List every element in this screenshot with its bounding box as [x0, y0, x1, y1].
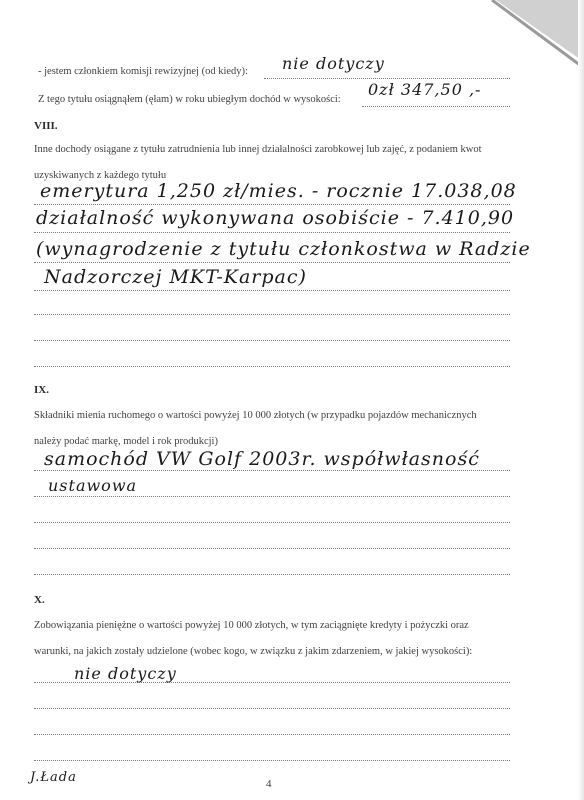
dotted-line: [34, 760, 510, 761]
dotted-line: [34, 734, 510, 735]
handwritten-x-answer: nie dotyczy: [74, 664, 177, 683]
dotted-line: [34, 340, 510, 341]
dotted-line: [34, 232, 510, 233]
dotted-line: [34, 366, 510, 367]
section-ix-text-line2: należy podać markę, model i rok produkcji): [34, 436, 218, 447]
section-heading-ix: IX.: [34, 384, 49, 396]
handwritten-ix-line1: samochód VW Golf 2003r. współwłasność: [44, 448, 480, 470]
section-ix-text-line1: Składniki mienia ruchomego o wartości powyżej 10 000 złotych (w przypadku pojazdów mechanicznych: [34, 410, 477, 421]
commission-line-label: - jestem członkiem komisji rewizyjnej (od kiedy):: [38, 66, 248, 77]
dotted-line: [34, 314, 510, 315]
handwritten-viii-line2: działalność wykonywana osobiście - 7.410,90: [36, 207, 515, 229]
page-number: 4: [266, 778, 272, 790]
dotted-line: [34, 574, 510, 575]
dotted-line: [34, 548, 510, 549]
section-heading-viii: VIII.: [34, 120, 58, 132]
scan-edge-shadow: [578, 0, 584, 800]
dotted-line: [264, 78, 510, 79]
dotted-line: [34, 204, 510, 205]
dotted-line: [34, 262, 510, 263]
dotted-line: [34, 522, 510, 523]
handwritten-viii-line3: (wynagrodzenie z tytułu członkostwa w Radzie: [36, 238, 531, 260]
section-viii-text-line2: uzyskiwanych z każdego tytułu: [34, 170, 167, 181]
section-heading-x: X.: [34, 594, 45, 606]
dotted-line: [34, 708, 510, 709]
signature-initials: J.Łada: [30, 770, 77, 785]
dotted-line: [34, 290, 510, 291]
income-line-label: Z tego tytułu osiągnąłem (ęłam) w roku ubiegłym dochód w wysokości:: [38, 94, 341, 105]
page-corner-fold: [444, 0, 584, 80]
handwritten-commission-answer: nie dotyczy: [282, 54, 385, 73]
handwritten-income-amount: 0zł 347,50 ,-: [368, 80, 482, 99]
dotted-line: [362, 106, 510, 107]
dotted-line: [34, 470, 510, 471]
section-viii-text-line1: Inne dochody osiągane z tytułu zatrudnienia lub innej działalności zarobkowej lub zajęć, z podaniem kwot: [34, 144, 482, 155]
dotted-line: [34, 496, 510, 497]
handwritten-ix-line2: ustawowa: [48, 476, 138, 495]
section-x-text-line1: Zobowiązania pieniężne o wartości powyżej 10 000 złotych, w tym zaciągnięte kredyty i pożyczki oraz: [34, 620, 469, 631]
handwritten-viii-line1: emerytura 1,250 zł/mies. - rocznie 17.038,08: [40, 180, 517, 202]
handwritten-viii-line4: Nadzorczej MKT-Karpac): [44, 266, 307, 288]
section-x-text-line2: warunki, na jakich zostały udzielone (wobec kogo, w związku z jakim zdarzeniem, w jakiej wysokości):: [34, 646, 473, 657]
